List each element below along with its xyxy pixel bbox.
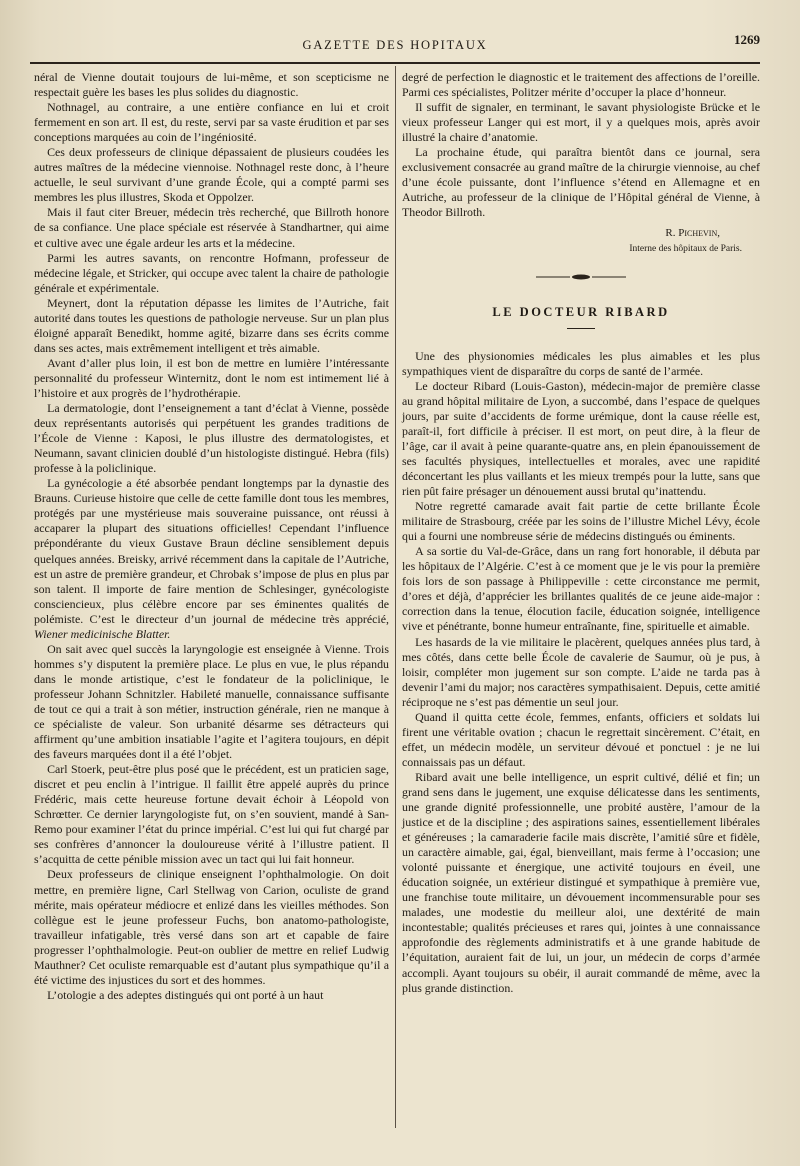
page-number: 1269 — [734, 32, 760, 47]
paragraph: Mais il faut citer Breuer, médecin très recherché, que Billroth honore de sa confiance. Une place spéciale est réservée à Standhartner, qui aime et cultive avec une égale ardeur les arts et la médecine. — [34, 205, 389, 250]
paragraph: Deux professeurs de clinique enseignent l’ophthalmologie. On doit mettre, en première ligne, Carl Stellwag von Carion, oculiste de grand mérite, mais opérateur médiocre et enlizé dans les vieilles méthodes. Son collègue est le jeune professeur Fuchs, bon anatomo-pathologiste, travailleur infatigable, très versé dans son art et capable de faire progresser l’ophthalmologie. Peut-on oublier de mettre en relief Ludwig Mauthner? Cet oculiste remarquable est d’autant plus sympathique qu’il a été victime des injustices du sort et des hommes. — [34, 867, 389, 987]
paragraph: Notre regretté camarade avait fait partie de cette brillante École militaire de Strasbourg, créée par les soins de l’illustre Michel Lévy, école qui a fourni une nombreuse série de médecins distingués ou éminents. — [402, 499, 760, 544]
paragraph: Carl Stoerk, peut-être plus posé que le précédent, est un praticien sage, discret et peu enclin à l’intrigue. Il faillit être appelé auprès du prince Frédéric, mais cette heureuse fortune devait échoir à Léopold von Schrœtter. Ce dernier laryngologiste fut, on s’en souvient, mandé à San-Remo pour examiner l’état du prince impérial. C’est lui qui fut chargé par ses confrères d’annoncer la douloureuse vérité à l’illustre patient. Il s’acquitta de cette pénible mission avec un tact qui lui fait honneur. — [34, 762, 389, 867]
paragraph: A sa sortie du Val-de-Grâce, dans un rang fort honorable, il débuta par les hôpitaux de l’Algérie. C’est à ce moment que je le vis pour la première fois lors de son passage à Philippeville : cette circonstance me permit, d’ores et déjà, d’apprécier les brillantes qualités de ce jeune aide-major : correction dans la tenue, élocution facile, éducation soignée, intelligence vive et pénétrante, bonne humeur entraînante, fine, spirituelle et aimable. — [402, 544, 760, 634]
title-rule — [567, 328, 595, 329]
page-header — [30, 30, 760, 66]
header-rule — [30, 62, 760, 64]
paragraph: Le docteur Ribard (Louis-Gaston), médecin-major de première classe au grand hôpital militaire de Lyon, a succombé, dans l’espace de quelques jours, par suite d’accidents de forme urémique, dont la cause réelle est, paraît-il, fort difficile à préciser. Il est mort, on peut dire, à la fleur de l’âge, car il avait à peine quarante-quatre ans, en plein épanouissement de ses facultés physiques, intellectuelles et morales, avec une rapidité déconcertant les plus vaillants et les mieux trempés pour la lutte, sans que rien pût faire présager un dénouement aussi brutal qu’inattendu. — [402, 378, 760, 499]
paragraph: Meynert, dont la réputation dépasse les limites de l’Autriche, fait autorité dans toutes les questions de pathologie nerveuse. Sur un plan plus éloigné apparaît Benedikt, homme agité, bizarre dans ses écrits comme dans ses actes, mais extrêmement intelligent et très aimable. — [34, 295, 389, 355]
paragraph: degré de perfection le diagnostic et le traitement des affections de l’oreille. Parmi ces spécialistes, Politzer mérite d’occuper la place d’honneur. — [402, 70, 760, 100]
ornament-divider-icon — [536, 273, 626, 281]
running-head: GAZETTE DES HOPITAUX — [302, 38, 488, 52]
paragraph: Parmi les autres savants, on rencontre Hofmann, professeur de médecine légale, et Stricker, qui occupe avec talent la chaire de pathologie générale et expérimentale. — [34, 250, 389, 295]
paragraph: Ribard avait une belle intelligence, un esprit cultivé, délié et fin; un grand sens dans le jugement, une exquise délicatesse dans les sentiments, une grande dignité professionnelle, une probité austère, l’amour de la justice et de la discipline ; des aspirations saines, essentiellement libérales et généreuses ; la camaraderie facile mais discrète, l’amitié sûre et fidèle, un caractère aimable, gai, égal, bienveillant, mais ferme à l’occasion; une volonté puissante et énergique, une activité toujours en éveil, une éducation soignée, un extérieur distingué et sympathique à première vue, une franchise toute militaire, un dévouement incommensurable pour ses malades, une modestie du meilleur aloi, une dextérité de main incontestable; qualités précieuses et rares qui, jointes à une connaissance approfondie des règlements administratifs et à une grande habitude de l’équitation, auraient fait de lui, un jour, un médecin de corps d’armée accompli. Ayant toujours su obéir, il aurait commandé de même, avec la plus grande distinction. — [402, 769, 760, 995]
author-role: Interne des hôpitaux de Paris. — [629, 243, 742, 254]
paragraph: Nothnagel, au contraire, a une entière confiance en lui et croit fermement en son art. Il est, du reste, servi par sa vaste érudition et par ses conceptions marquées au coin de l’ingéniosité. — [34, 100, 389, 145]
paragraph: Quand il quitta cette école, femmes, enfants, officiers et soldats lui firent une véritable ovation ; chacun le regrettait sincèrement. C’était, en effet, un médecin modèle, un serviteur dévoué et ponctuel : je ne lui connaissais pas un défaut. — [402, 709, 760, 769]
paragraph: Les hasards de la vie militaire le placèrent, quelques années plus tard, à mes côtés, dans cette belle École de cavalerie de Saumur, où je pus, à loisir, compléter mon jugement sur son compte. L’aide ne tarda pas à devenir l’ami du major; nos caractères sympathisaient. Depuis, cette amitié réciproque ne s’est pas démentie un seul jour. — [402, 634, 760, 709]
paragraph: Ces deux professeurs de clinique dépassaient de plusieurs coudées les autres maîtres de la médecine viennoise. Nothnagel reste donc, à l’heure actuelle, le seul survivant d’une grande École, qui a compté parmi ses membres les plus illustres, Skoda et Oppolzer. — [34, 145, 389, 205]
right-column — [402, 70, 760, 996]
paragraph: L’otologie a des adeptes distingués qui ont porté à un haut — [47, 987, 324, 1002]
paragraph-gynecology — [34, 476, 389, 642]
column-divider — [395, 66, 396, 1128]
article-title: LE DOCTEUR RIBARD — [492, 304, 670, 319]
paragraph: La prochaine étude, qui paraîtra bientôt dans ce journal, sera exclusivement consacrée au grand maître de la chirurgie viennoise, au chef d’une école puissante, dont l’influence s’étend en Allemagne et en Autriche, au professeur de la clinique de l’Hôpital général de Vienne, à Theodor Billroth. — [402, 145, 760, 220]
paragraph: néral de Vienne doutait toujours de lui-même, et son scepticisme ne respectait guère les bases les plus solides du diagnostic. — [34, 70, 389, 100]
paragraph: Il suffit de signaler, en terminant, le savant physiologiste Brücke et le vieux professeur Langer qui est mort, il y a quelques mois, après avoir illustré la chaire d’anatomie. — [402, 100, 760, 145]
paragraph: La dermatologie, dont l’enseignement a tant d’éclat à Vienne, possède deux représentants autorisés qui perpétuent les grandes traditions de l’École de Vienne : Kaposi, le plus illustre des dermatologistes, et Neumann, savant clinicien doublé d’un histologiste distingué. Hebra (fils) professe à la policlinique. — [34, 401, 389, 476]
left-column — [34, 70, 389, 1003]
paragraph-text: La gynécologie a été absorbée pendant longtemps par la dynastie des Brauns. Curieuse histoire que celle de cette famille dont tous les membres, protégés par une mystérieuse mais souveraine puissance, ont réussi à accaparer la plupart des situations officielles! Cependant l’influence prépondérante du vieux Gustave Braun décline sensiblement depuis quelques années. Breisky, arrivé récemment dans la capitale de l’Autriche, est un astre de première grandeur, et Chrobak s’impose de plus en plus par son talent. Il importe de faire mention de Schlesinger, gynécologiste consciencieux, plus célèbre encore par ses éminentes qualités de polémiste. C’est le directeur d’un journal de médecine très apprécié, — [34, 476, 389, 626]
paragraph: Avant d’aller plus loin, il est bon de mettre en lumière l’intéressante personnalité du professeur Winternitz, dont le nom est intimement lié à l’histoire et aux progrès de l’hydrothérapie. — [34, 355, 389, 400]
paragraph: On sait avec quel succès la laryngologie est enseignée à Vienne. Trois hommes s’y disputent la première place. Le plus en vue, le plus répandu dans le monde artistique, c’est le fondateur de la policlinique, le professeur Johann Schnitzler. Habileté manuelle, connaissance suffisante de tout ce qui a trait à son métier, instruction générale, rien ne manque à ce spécialiste de valeur. Son urbanité désarme ses détracteurs qui affirment qu’une ambition insatiable l’agite et l’agitera toujours, en dépit des faveurs marquées dont il a été l’objet. — [34, 641, 389, 762]
journal-title: Wiener medicinische Blatter. — [34, 626, 171, 641]
author-signature: R. Pichevin, — [665, 227, 720, 240]
paragraph: Une des physionomies médicales les plus aimables et les plus sympathiques vient de disparaître du corps de santé de l’armée. — [402, 348, 760, 378]
